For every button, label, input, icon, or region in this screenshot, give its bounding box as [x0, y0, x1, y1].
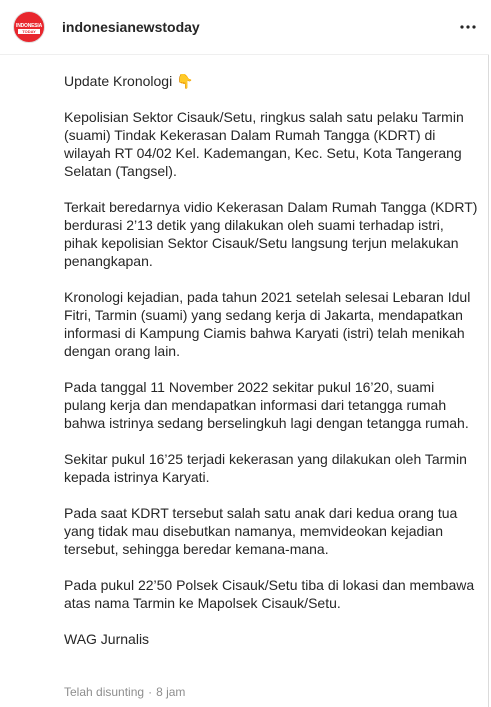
more-horizontal-icon[interactable] — [458, 17, 478, 37]
caption-paragraph: Kronologi kejadian, pada tahun 2021 setelah selesai Lebaran Idul Fitri, Tarmin (suami) yang sedang kerja di Jakarta, mendapatkan informasi di Kampung Ciamis bahwa Karyati (istri) telah menikah dengan orang lain. — [64, 289, 471, 359]
meta-separator: · — [148, 685, 153, 699]
post-caption — [64, 36, 478, 648]
caption-signature: WAG Jurnalis — [64, 631, 150, 647]
caption-paragraph: Pada pukul 22’50 Polsek Cisauk/Setu tiba di lokasi dan membawa atas nama Tarmin ke Mapolsek Cisauk/Setu. — [64, 577, 475, 611]
caption-paragraph: Kepolisian Sektor Cisauk/Setu, ringkus salah satu pelaku Tarmin (suami) Tindak Kekerasan Dalam Rumah Tangga (KDRT) di wilayah RT 04/02 Kel. Kademangan, Kec. Setu, Kota Tangerang Selatan (Tangsel). — [64, 109, 464, 179]
post-time[interactable]: 8 jam — [156, 685, 186, 699]
avatar-logo-text: INDONESIA — [16, 23, 42, 29]
caption-paragraph: Terkait beredarnya vidio Kekerasan Dalam Rumah Tangga (KDRT) berdurasi 2’13 detik yang dilakukan oleh suami terhadap istri, pihak kepolisian Sektor Cisauk/Setu langsung terjun melakukan penangkapan. — [64, 199, 478, 269]
caption-update-heading: Update Kronologi 👇 — [64, 73, 194, 89]
caption-paragraph: Pada saat KDRT tersebut salah satu anak dari kedua orang tua yang tidak mau disebutkan namanya, memvideokan kejadian tersebut, sehingga beredar kemana-mana. — [64, 505, 458, 557]
author-username[interactable]: indonesianewstoday — [62, 19, 200, 35]
caption-paragraph: Pada tanggal 11 November 2022 sekitar pukul 16’20, suami pulang kerja dan mendapatkan informasi dari tetangga rumah bahwa istrinya sedang berselingkuh lagi dengan tetangga rumah. — [64, 379, 469, 431]
avatar[interactable] — [13, 11, 45, 43]
post-meta — [64, 685, 185, 699]
post-header — [0, 0, 489, 55]
caption-paragraph: Sekitar pukul 16’25 terjadi kekerasan yang dilakukan oleh Tarmin kepada istrinya Karyati. — [64, 451, 467, 485]
avatar-logo-subtext: TODAY — [18, 29, 40, 34]
edited-status: Telah disunting — [64, 685, 145, 699]
